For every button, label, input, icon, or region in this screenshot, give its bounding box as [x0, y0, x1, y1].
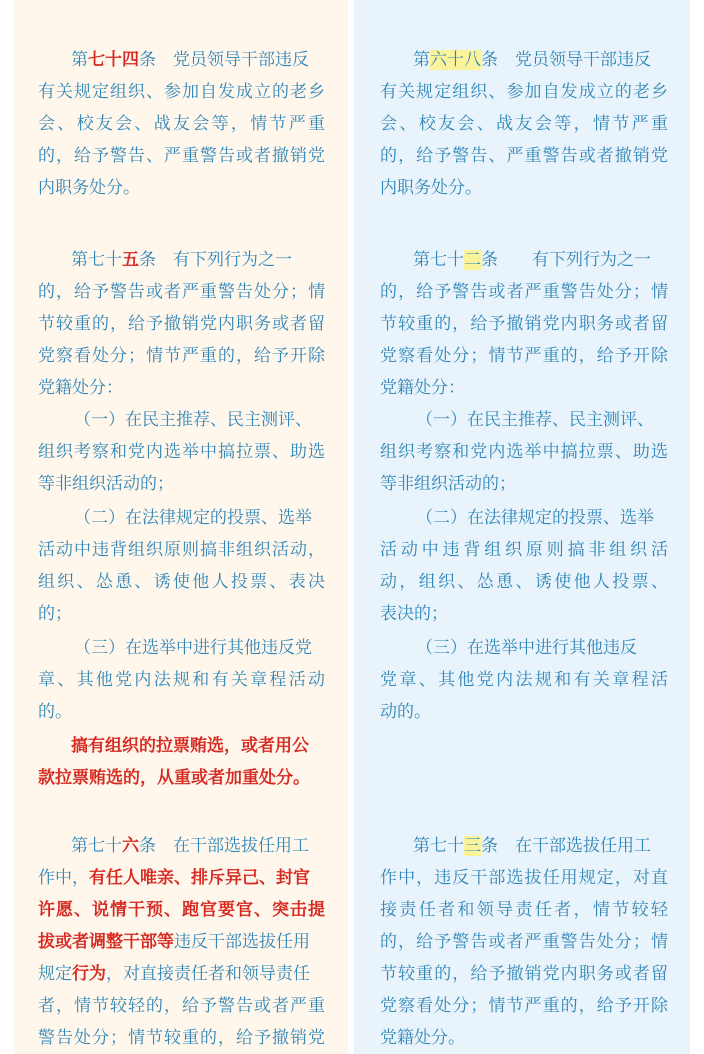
article-72-line: 动，组织、怂恿、诱使他人投票、 — [380, 572, 668, 592]
article-76-line: 警告处分；情节较重的，给予撤销党 — [38, 1028, 325, 1048]
article-72-line: 组织考察和党内选举中搞拉票、助选 — [380, 442, 668, 462]
article-72-line: 活动中违背组织原则搞非组织活 — [380, 540, 668, 560]
article-75-line: 组织、怂恿、诱使他人投票、表决 — [38, 572, 325, 592]
article-74-line: 的，给予警告、严重警告或者撤销党 — [38, 146, 325, 166]
article-72-item-3: （三）在选举中进行其他违反 — [416, 638, 637, 658]
article-68-line: 的，给予警告、严重警告或者撤销党 — [380, 146, 668, 166]
article-75-line: 活动中违背组织原则搞非组织活动， — [38, 540, 325, 560]
article-75-item-2: （二）在法律规定的投票、选举 — [74, 508, 312, 528]
article-72-line: 节较重的，给予撤销党内职务或者留 — [380, 314, 668, 334]
article-73-line: 作中，违反干部选拔任用规定，对直 — [380, 868, 668, 888]
article-73-line: 的，给予警告或者严重警告处分；情 — [380, 932, 668, 952]
article-72-line: 党籍处分： — [380, 378, 465, 398]
article-75-line: 党籍处分： — [38, 378, 123, 398]
article-74-heading: 第七十四条 党员领导干部违反 — [71, 50, 309, 70]
article-74-line: 有关规定组织、参加自发成立的老乡 — [38, 82, 325, 102]
article-75-line: 党察看处分；情节严重的，给予开除 — [38, 346, 325, 366]
article-68-line: 会、校友会、战友会等，情节严重 — [380, 114, 668, 134]
article-73-line: 节较重的，给予撤销党内职务或者留 — [380, 964, 668, 984]
left-column — [14, 0, 348, 1054]
article-75-line: 的。 — [38, 702, 72, 722]
article-72-line: 等非组织活动的； — [380, 474, 516, 494]
article-68-heading: 第六十八条 党员领导干部违反 — [413, 50, 651, 70]
article-73-line: 党籍处分。 — [380, 1028, 465, 1048]
article-76-heading: 第七十六条 在干部选拔任用工 — [71, 836, 309, 856]
article-72-item-1: （一）在民主推荐、民主测评、 — [416, 410, 654, 430]
article-72-line: 的，给予警告或者严重警告处分；情 — [380, 282, 668, 302]
article-72-line: 党章、其他党内法规和有关章程活 — [380, 670, 668, 690]
article-76-line: 许愿、说情干预、跑官要官、突击提 — [38, 900, 325, 920]
article-73-line: 接责任者和领导责任者，情节较轻 — [380, 900, 668, 920]
right-column — [354, 0, 690, 1054]
article-74-line: 内职务处分。 — [38, 178, 140, 198]
article-73-line: 党察看处分；情节严重的，给予开除 — [380, 996, 668, 1016]
article-76-line: 作中，有任人唯亲、排斥异己、封官 — [38, 868, 310, 888]
article-75-item-3: （三）在选举中进行其他违反党 — [74, 638, 312, 658]
article-75-line: 章、其他党内法规和有关章程活动 — [38, 670, 325, 690]
article-75-line: 的，给予警告或者严重警告处分；情 — [38, 282, 325, 302]
article-73-heading: 第七十三条 在干部选拔任用工 — [413, 836, 651, 856]
article-72-line: 表决的； — [380, 604, 448, 624]
article-75-line: 等非组织活动的； — [38, 474, 174, 494]
article-75-line: 的； — [38, 604, 72, 624]
article-68-line: 内职务处分。 — [380, 178, 482, 198]
article-75-line: 组织考察和党内选举中搞拉票、助选 — [38, 442, 325, 462]
article-72-line: 动的。 — [380, 702, 431, 722]
article-76-line: 者，情节较轻的，给予警告或者严重 — [38, 996, 325, 1016]
article-75-line: 节较重的，给予撤销党内职务或者留 — [38, 314, 325, 334]
article-75-heading: 第七十五条 有下列行为之一 — [71, 250, 292, 270]
article-72-item-2: （二）在法律规定的投票、选举 — [416, 508, 654, 528]
article-72-heading: 第七十二条 有下列行为之一 — [413, 250, 651, 270]
article-72-line: 党察看处分；情节严重的，给予开除 — [380, 346, 668, 366]
article-76-line: 规定行为，对直接责任者和领导责任 — [38, 964, 310, 984]
article-75-added-clause: 款拉票贿选的，从重或者加重处分。 — [38, 768, 310, 788]
article-76-line: 拔或者调整干部等违反干部选拔任用 — [38, 932, 310, 952]
article-75-added-clause: 搞有组织的拉票贿选，或者用公 — [71, 736, 309, 756]
article-75-item-1: （一）在民主推荐、民主测评、 — [74, 410, 312, 430]
article-68-line: 有关规定组织、参加自发成立的老乡 — [380, 82, 668, 102]
article-74-line: 会、校友会、战友会等，情节严重 — [38, 114, 325, 134]
